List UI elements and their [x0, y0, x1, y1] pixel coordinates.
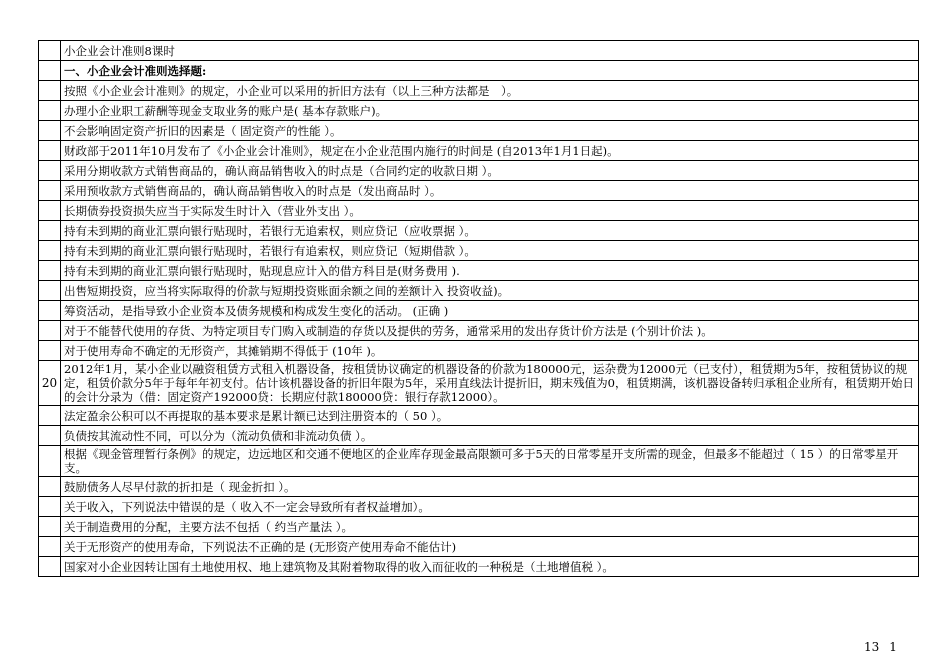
question-text: 采用预收款方式销售商品的，确认商品销售收入的时点是（发出商品时 ）。 — [61, 181, 919, 201]
question-text: 2012年1月，某小企业以融资租赁方式租入机器设备，按租赁协议确定的机器设备的价款为180000元，运杂费为12000元（已支付），租赁期为5年，按租赁协议的规定，租赁价款分5年于每年年初支付。估计该机器设备的折旧年限为5年，采用直线法计提折旧，期末残值为0，租赁期满，该机器设备转归承租企业所有，租赁期开始日的会计分录为（借：固定资产192000贷：长期应付款180000贷：银行存款12000）。 — [61, 361, 919, 406]
row-number-cell — [39, 201, 61, 221]
page-number-right: 1 — [889, 640, 897, 654]
table-row — [39, 201, 919, 221]
row-number-cell — [39, 161, 61, 181]
row-number-cell — [39, 221, 61, 241]
table-row — [39, 221, 919, 241]
page-number-left: 13 — [864, 640, 880, 654]
row-number-cell — [39, 301, 61, 321]
row-number-cell — [39, 341, 61, 361]
table-row — [39, 261, 919, 281]
row-number-cell — [39, 497, 61, 517]
table-row — [39, 406, 919, 426]
question-text: 办理小企业职工薪酬等现金支取业务的账户是( 基本存款账户)。 — [61, 101, 919, 121]
question-text: 法定盈余公积可以不再提取的基本要求是累计额已达到注册资本的（ 50 ）。 — [61, 406, 919, 426]
question-text: 采用分期收款方式销售商品的，确认商品销售收入的时点是（合同约定的收款日期 ）。 — [61, 161, 919, 181]
row-number-cell — [39, 477, 61, 497]
table-row — [39, 537, 919, 557]
row-number-cell — [39, 446, 61, 477]
question-text: 对于使用寿命不确定的无形资产，其摊销期不得低于 (10年 )。 — [61, 341, 919, 361]
row-number-cell — [39, 121, 61, 141]
table-row — [39, 557, 919, 577]
row-number-cell — [39, 557, 61, 577]
question-text: 负债按其流动性不同，可以分为（流动负债和非流动负债 ）。 — [61, 426, 919, 446]
row-number-cell — [39, 321, 61, 341]
row-number-cell — [39, 517, 61, 537]
question-text: 持有未到期的商业汇票向银行贴现时，若银行无追索权，则应贷记（应收票据 ）。 — [61, 221, 919, 241]
table-title: 小企业会计准则8课时 — [61, 41, 919, 61]
table-row — [39, 141, 919, 161]
title-row — [39, 41, 919, 61]
question-table — [38, 40, 919, 577]
table-row — [39, 477, 919, 497]
row-number-cell — [39, 41, 61, 61]
question-text: 关于制造费用的分配，主要方法不包括（ 约当产量法 ）。 — [61, 517, 919, 537]
table-row — [39, 181, 919, 201]
question-text: 长期债券投资损失应当于实际发生时计入（营业外支出 ）。 — [61, 201, 919, 221]
row-number-cell — [39, 537, 61, 557]
table-row — [39, 101, 919, 121]
page-footer — [864, 640, 907, 654]
row-number-cell — [39, 241, 61, 261]
table-row — [39, 341, 919, 361]
row-number-cell — [39, 181, 61, 201]
table-row — [39, 281, 919, 301]
row-number-cell — [39, 426, 61, 446]
section-heading: 一、小企业会计准则选择题: — [61, 61, 919, 81]
question-text: 国家对小企业因转让国有土地使用权、地上建筑物及其附着物取得的收入而征收的一种税是（土地增值税 ）。 — [61, 557, 919, 577]
question-text: 对于不能替代使用的存货、为特定项目专门购入或制造的存货以及提供的劳务，通常采用的发出存货计价方法是 (个别计价法 )。 — [61, 321, 919, 341]
question-text: 按照《小企业会计准则》的规定，小企业可以采用的折旧方法有（以上三种方法都是 ）。 — [61, 81, 919, 101]
table-row — [39, 426, 919, 446]
table-row — [39, 497, 919, 517]
question-text: 持有未到期的商业汇票向银行贴现时，贴现息应计入的借方科目是(财务费用 ). — [61, 261, 919, 281]
question-text: 财政部于2011年10月发布了《小企业会计准则》，规定在小企业范围内施行的时间是 (自2013年1月1日起)。 — [61, 141, 919, 161]
table-row — [39, 161, 919, 181]
table-row — [39, 241, 919, 261]
question-text: 根据《现金管理暂行条例》的规定，边远地区和交通不便地区的企业库存现金最高限额可多于5天的日常零星开支所需的现金，但最多不能超过（ 15 ）的日常零星开支。 — [61, 446, 919, 477]
row-number-cell — [39, 261, 61, 281]
table-row — [39, 301, 919, 321]
row-number-cell — [39, 406, 61, 426]
question-text: 筹资活动，是指导致小企业资本及债务规模和构成发生变化的活动。 (正确 ) — [61, 301, 919, 321]
row-number-cell — [39, 81, 61, 101]
question-text: 出售短期投资，应当将实际取得的价款与短期投资账面余额之间的差额计入 投资收益)。 — [61, 281, 919, 301]
table-row — [39, 321, 919, 341]
section-heading-row — [39, 61, 919, 81]
table-row — [39, 121, 919, 141]
row-number-cell — [39, 61, 61, 81]
question-text: 鼓励债务人尽早付款的折扣是（ 现金折扣 ）。 — [61, 477, 919, 497]
table-row — [39, 517, 919, 537]
question-text: 持有未到期的商业汇票向银行贴现时，若银行有追索权，则应贷记（短期借款 ）。 — [61, 241, 919, 261]
table-row — [39, 81, 919, 101]
row-number-cell: 20 — [39, 361, 61, 406]
row-number-cell — [39, 101, 61, 121]
question-text: 关于无形资产的使用寿命，下列说法不正确的是 (无形资产使用寿命不能估计) — [61, 537, 919, 557]
row-number-cell — [39, 281, 61, 301]
table-row — [39, 446, 919, 477]
question-text: 关于收入，下列说法中错误的是（ 收入不一定会导致所有者权益增加）。 — [61, 497, 919, 517]
row-number-cell — [39, 141, 61, 161]
table-row — [39, 361, 919, 406]
question-text: 不会影响固定资产折旧的因素是（ 固定资产的性能 ）。 — [61, 121, 919, 141]
